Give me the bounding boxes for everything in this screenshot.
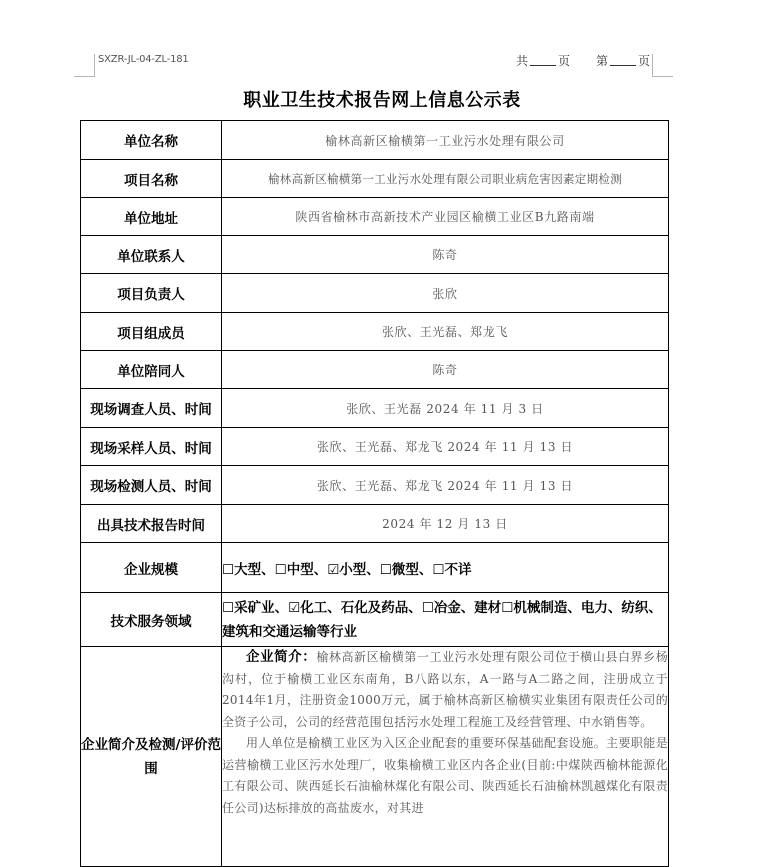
service-label: 技术服务领域: [81, 593, 222, 647]
info-table: [80, 120, 669, 867]
row-label: 项目负责人: [81, 274, 222, 313]
current-page-unit: 页: [638, 54, 651, 68]
row-label: 现场调查人员、时间: [81, 389, 222, 428]
intro-heading: 企业简介：: [246, 649, 317, 665]
row-value: 张欣、王光磊 2024 年 11 月 3 日: [222, 389, 669, 428]
row-value: 陕西省榆林市高新技术产业园区榆横工业区B九路南端: [222, 198, 669, 236]
table-row: [81, 198, 669, 236]
intro-row: [81, 647, 669, 867]
service-options: ☐采矿业、☑化工、石化及药品、☐冶金、建材☐机械制造、电力、纺织、建筑和交通运输等行业: [222, 593, 669, 647]
row-label: 现场检测人员、时间: [81, 466, 222, 505]
table-row: [81, 466, 669, 505]
table-row: [81, 236, 669, 274]
row-value: 榆林高新区榆横第一工业污水处理有限公司职业病危害因素定期检测: [222, 160, 669, 198]
row-label: 单位陪同人: [81, 351, 222, 389]
row-label: 出具技术报告时间: [81, 505, 222, 543]
table-row: [81, 389, 669, 428]
table-row: [81, 351, 669, 389]
scale-label: 企业规模: [81, 543, 222, 593]
row-label: 项目组成员: [81, 313, 222, 351]
table-row: [81, 505, 669, 543]
table-row: [81, 428, 669, 466]
table-row: [81, 160, 669, 198]
row-value: 陈奇: [222, 236, 669, 274]
table-row: [81, 121, 669, 160]
row-value: 张欣、王光磊、郑龙飞 2024 年 11 月 13 日: [222, 428, 669, 466]
row-value: 陈奇: [222, 351, 669, 389]
crop-mark-top-left: [74, 54, 95, 77]
row-label: 现场采样人员、时间: [81, 428, 222, 466]
intro-content: [222, 647, 669, 867]
page-counter: [516, 52, 650, 69]
row-value: 榆林高新区榆横第一工业污水处理有限公司: [222, 121, 669, 160]
table-row: [81, 313, 669, 351]
intro-label: 企业简介及检测/评价范围: [81, 647, 222, 867]
scale-options: ☐大型、☐中型、☑小型、☐微型、☐不详: [222, 543, 669, 593]
crop-mark-top-right: [652, 54, 673, 77]
intro-paragraph-2: 用人单位是榆横工业区为入区企业配套的重要环保基础配套设施。主要职能是运营榆横工业区污水处理厂，收集榆横工业区内各企业(目前:中煤陕西榆林能源化工有限公司、陕西延长石油榆林煤化有限公司、陕西延长石油榆林凯越煤化有限责任公司)达标排放的高盐废水，对其进: [222, 736, 668, 815]
row-label: 项目名称: [81, 160, 222, 198]
current-page-label: 第: [596, 54, 609, 68]
table-row: [81, 274, 669, 313]
document-code: SXZR-JL-04-ZL-181: [98, 54, 189, 65]
row-label: 单位联系人: [81, 236, 222, 274]
intro-paragraph-1: [222, 647, 668, 733]
current-page-blank: [610, 55, 636, 66]
row-value: 张欣: [222, 274, 669, 313]
row-value: 2024 年 12 月 13 日: [222, 505, 669, 543]
intro-text-1: 榆林高新区榆横第一工业污水处理有限公司位于横山县白界乡杨沟村，位于榆横工业区东南角，B八路以东，A一路与A二路之间，注册成立于2014年1月，注册资金1000万元，属于榆林高新区榆横实业集团有限责任公司的全资子公司，公司的经营范围包括污水处理工程施工及经营管理、中水销售等。: [222, 650, 668, 729]
total-pages-blank: [530, 55, 556, 66]
total-pages-label: 共: [516, 54, 529, 68]
row-label: 单位名称: [81, 121, 222, 160]
total-pages-unit: 页: [558, 54, 571, 68]
row-label: 单位地址: [81, 198, 222, 236]
service-row: [81, 593, 669, 647]
row-value: 张欣、王光磊、郑龙飞: [222, 313, 669, 351]
scale-row: [81, 543, 669, 593]
row-value: 张欣、王光磊、郑龙飞 2024 年 11 月 13 日: [222, 466, 669, 505]
document-title: 职业卫生技术报告网上信息公示表: [243, 90, 521, 111]
